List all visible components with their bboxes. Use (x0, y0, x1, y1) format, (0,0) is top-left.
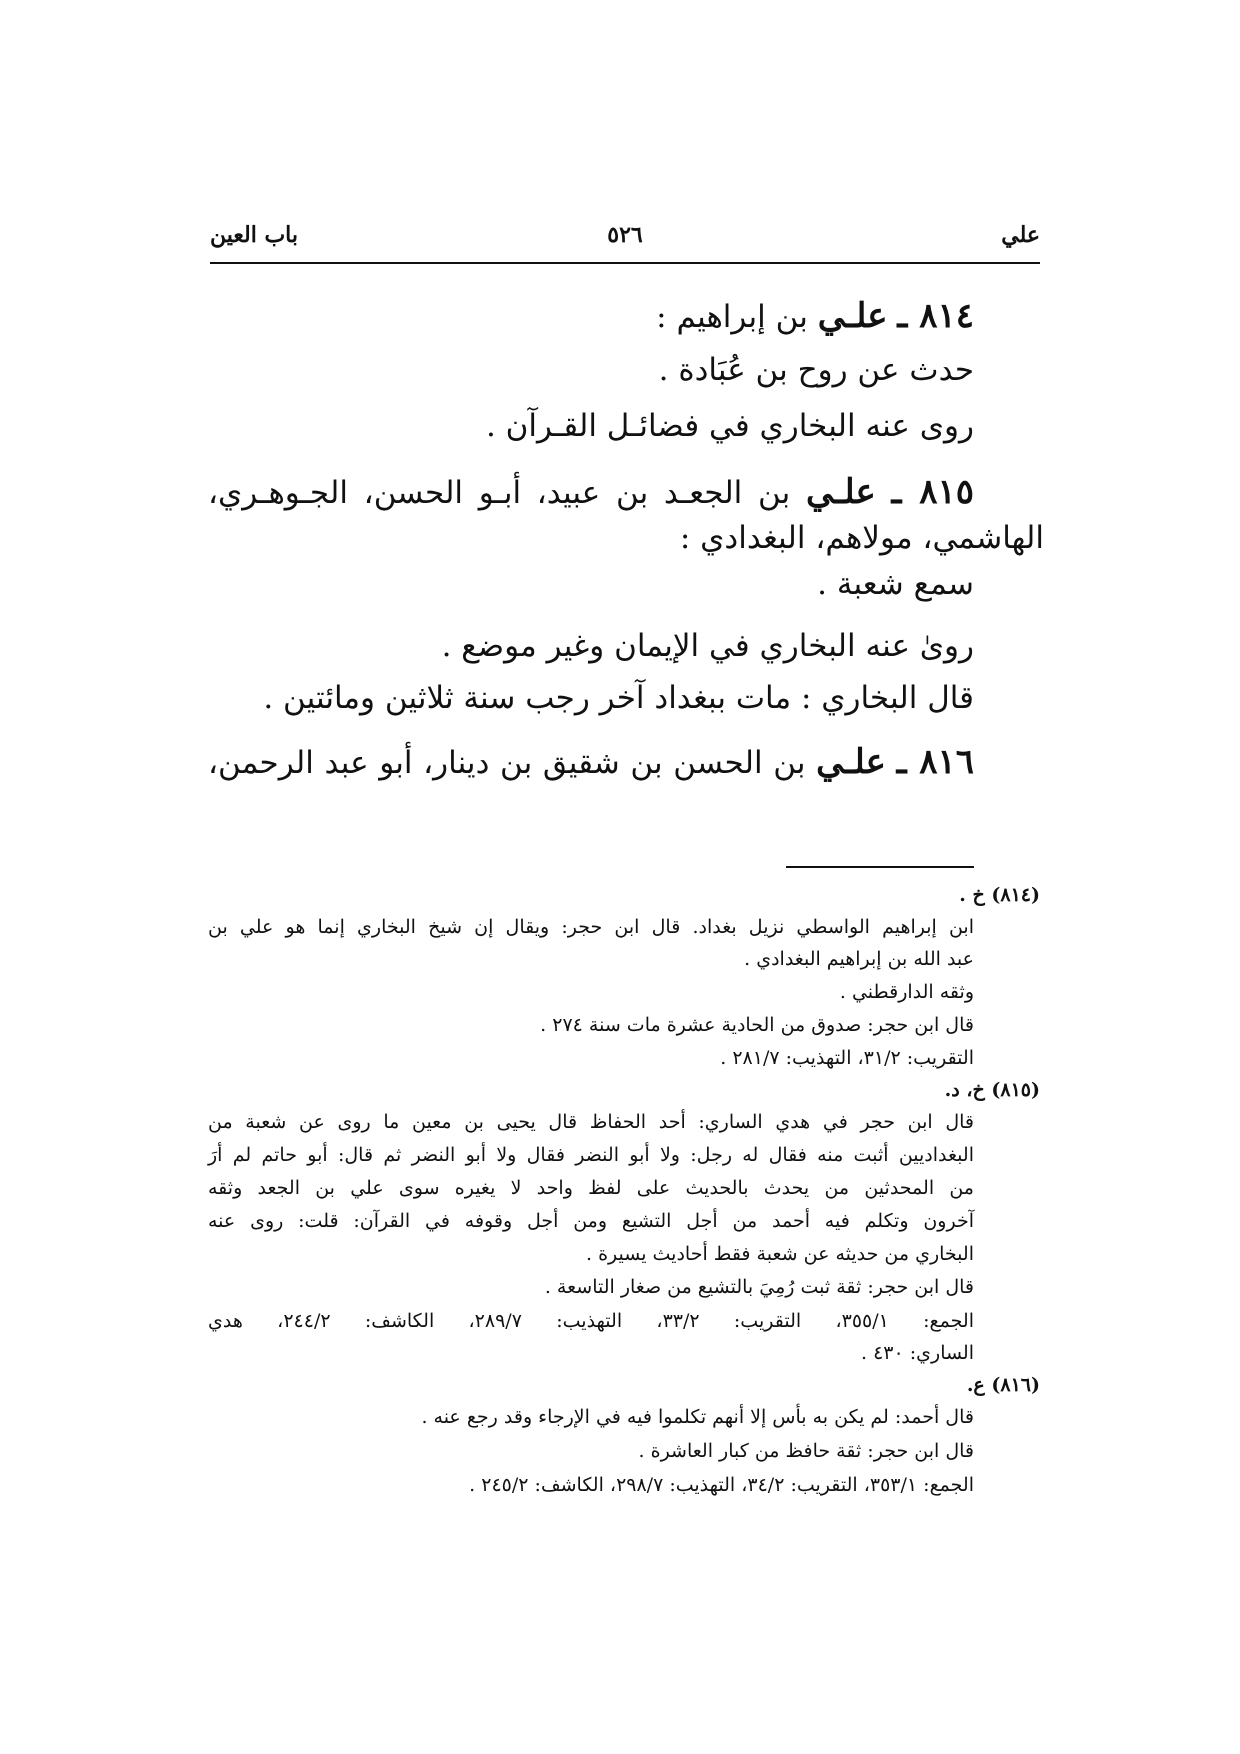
page-number: ٥٢٦ (607, 222, 643, 248)
running-header (210, 222, 1040, 264)
footnote-line: آخرون وتكلم فيه أحمد من أجل التشيع ومن أجل وقوفه في القرآن: قلت: روى عنه (208, 1210, 974, 1232)
entry-815-heading-cont: الهاشمي، مولاهم، البغدادي : (679, 520, 1044, 556)
entry-814-line: روى عنه البخاري في فضائـل القـرآن . (485, 408, 974, 444)
header-rule (210, 262, 1040, 264)
footnote-marker: (٨١٦) ع. (966, 1374, 1040, 1396)
entry-814-line: حدث عن روح بن عُبَادة . (658, 352, 974, 388)
footnote-line: وثقه الدارقطني . (839, 981, 974, 1003)
entry-815-line: روىٰ عنه البخاري في الإيمان وغير موضع . (441, 628, 974, 664)
entry-name: علـي (805, 472, 876, 512)
footnote-line: ابن إبراهيم الواسطي نزيل بغداد. قال ابن حجر: ويقال إن شيخ البخاري إنما هو علي بن (208, 916, 974, 938)
footnote-line: البغداديين أثبت منه فقال له رجل: ولا أبو النضر فقال ولا أبو النضر ثم قال: أبو حاتم لم أرَ (208, 1144, 974, 1166)
entry-name: علـي (817, 296, 888, 336)
footnote-line: من المحدثين من يحدث بالحديث على لفظ واحد لا يغيره سوى علي بن الجعد وثقه (208, 1177, 974, 1199)
entry-number: ٨١٦ ـ (896, 742, 974, 782)
entry-815-line: سمع شعبة . (817, 566, 974, 602)
footnote-line: قال ابن حجر: ثقة حافظ من كبار العاشرة . (638, 1440, 974, 1462)
footnote-line: الجمع: ٣٥٣/١، التقريب: ٣٤/٢، التهذيب: ٢٩٨/٧، الكاشف: ٢٤٥/٢ . (469, 1474, 974, 1496)
entry-816-heading (208, 742, 974, 783)
header-chapter-title: باب العين (210, 222, 299, 248)
footnote-line: التقريب: ٣١/٢، التهذيب: ٢٨١/٧ . (720, 1047, 974, 1069)
entry-815-line: قال البخاري : مات ببغداد آخر رجب سنة ثلاثين ومائتين . (263, 680, 974, 716)
entry-name: علـي (816, 742, 886, 782)
entry-heading-text: بن إبراهيم : (656, 299, 808, 335)
entry-815-heading (208, 472, 974, 513)
footnote-line: الجمع: ٣٥٥/١، التقريب: ٣٣/٢، التهذيب: ٢٨٩/٧، الكاشف: ٢٤٤/٢، هدي (208, 1310, 974, 1332)
header-section-title: علي (1001, 222, 1040, 248)
entry-heading-text: بن الجعـد بن عبيد، أبـو الحسن، الجـوهـري، (208, 475, 791, 511)
footnote-marker: (٨١٥) خ، د. (944, 1079, 1040, 1101)
footnote-marker: (٨١٤) خ . (959, 884, 1040, 906)
footnote-line: عبد الله بن إبراهيم البغدادي . (744, 948, 974, 970)
footnote-line: البخاري من حديثه عن شعبة فقط أحاديث يسيرة . (586, 1243, 974, 1265)
footnote-line: قال أحمد: لم يكن به بأس إلا أنهم تكلموا فيه في الإرجاء وقد رجع عنه . (421, 1406, 974, 1428)
footnote-separator (786, 866, 974, 868)
entry-heading-text: بن الحسن بن شقيق بن دينار، أبو عبد الرحمن، (208, 745, 806, 781)
footnote-line: قال ابن حجر: ثقة ثبت رُمِيَ بالتشيع من صغار التاسعة . (544, 1276, 974, 1298)
footnote-line: الساري: ٤٣٠ . (860, 1342, 974, 1364)
entry-814-heading (656, 296, 974, 337)
entry-number: ٨١٥ ـ (891, 472, 974, 512)
footnote-line: قال ابن حجر في هدي الساري: أحد الحفاظ قال يحيى بن معين ما روى عن شعبة من (208, 1111, 974, 1133)
footnote-line: قال ابن حجر: صدوق من الحادية عشرة مات سنة ٢٧٤ . (540, 1014, 974, 1036)
entry-number: ٨١٤ ـ (897, 296, 974, 336)
